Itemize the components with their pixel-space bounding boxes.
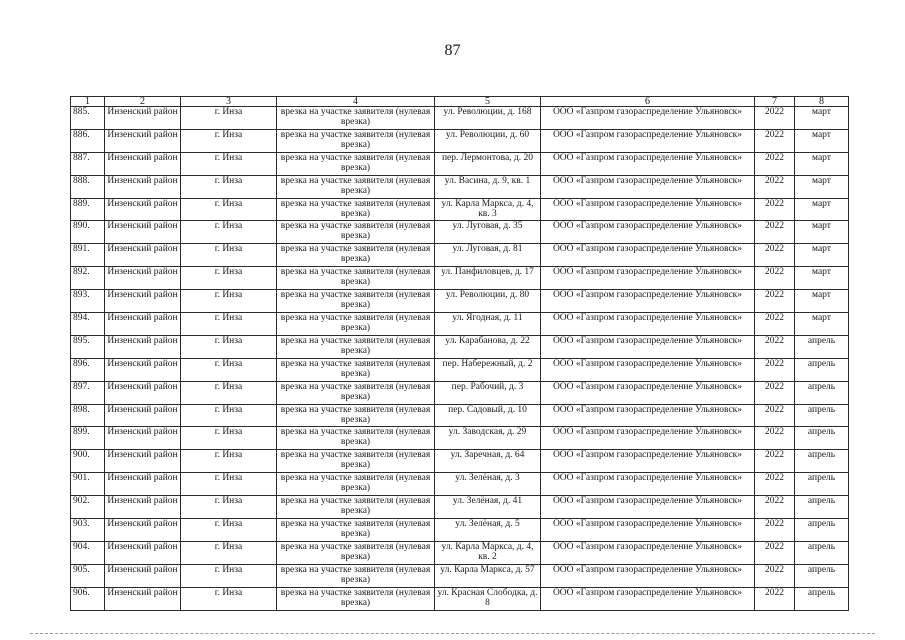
address-cell: ул. Луговая, д. 35	[435, 221, 541, 244]
table-row	[71, 427, 849, 450]
column-header-5: 5	[435, 97, 541, 107]
district-cell: Инзенский район	[105, 541, 181, 564]
table-row	[71, 564, 849, 587]
address-cell: пер. Лермонтова, д. 20	[435, 152, 541, 175]
work-type-cell: врезка на участке заявителя (нулевая врезка)	[277, 267, 435, 290]
address-cell: ул. Красная Слободка, д. 8	[435, 587, 541, 610]
year-cell: 2022	[755, 564, 795, 587]
district-cell: Инзенский район	[105, 473, 181, 496]
work-type-cell: врезка на участке заявителя (нулевая врезка)	[277, 496, 435, 519]
row-number: 905.	[71, 564, 105, 587]
row-number: 906.	[71, 587, 105, 610]
row-number: 897.	[71, 381, 105, 404]
address-cell: ул. Панфиловцев, д. 17	[435, 267, 541, 290]
year-cell: 2022	[755, 129, 795, 152]
table-row	[71, 175, 849, 198]
organization-cell: ООО «Газпром газораспределение Ульяновск»	[541, 267, 755, 290]
address-cell: ул. Ягодная, д. 11	[435, 313, 541, 336]
organization-cell: ООО «Газпром газораспределение Ульяновск»	[541, 381, 755, 404]
work-type-cell: врезка на участке заявителя (нулевая врезка)	[277, 564, 435, 587]
address-cell: ул. Карабанова, д. 22	[435, 335, 541, 358]
table-row	[71, 519, 849, 542]
year-cell: 2022	[755, 335, 795, 358]
address-cell: ул. Зелёная, д. 3	[435, 473, 541, 496]
row-number: 892.	[71, 267, 105, 290]
city-cell: г. Инза	[181, 381, 277, 404]
city-cell: г. Инза	[181, 313, 277, 336]
month-cell: март	[795, 175, 849, 198]
month-cell: март	[795, 313, 849, 336]
table-row	[71, 496, 849, 519]
organization-cell: ООО «Газпром газораспределение Ульяновск»	[541, 358, 755, 381]
year-cell: 2022	[755, 427, 795, 450]
table-row	[71, 313, 849, 336]
row-number: 894.	[71, 313, 105, 336]
row-number: 899.	[71, 427, 105, 450]
row-number: 891.	[71, 244, 105, 267]
row-number: 901.	[71, 473, 105, 496]
organization-cell: ООО «Газпром газораспределение Ульяновск»	[541, 129, 755, 152]
district-cell: Инзенский район	[105, 221, 181, 244]
year-cell: 2022	[755, 587, 795, 610]
work-type-cell: врезка на участке заявителя (нулевая врезка)	[277, 107, 435, 130]
city-cell: г. Инза	[181, 244, 277, 267]
year-cell: 2022	[755, 290, 795, 313]
organization-cell: ООО «Газпром газораспределение Ульяновск»	[541, 496, 755, 519]
row-number: 896.	[71, 358, 105, 381]
header-row	[71, 97, 849, 107]
year-cell: 2022	[755, 473, 795, 496]
month-cell: апрель	[795, 496, 849, 519]
address-cell: ул. Зелёная, д. 5	[435, 519, 541, 542]
district-cell: Инзенский район	[105, 358, 181, 381]
city-cell: г. Инза	[181, 358, 277, 381]
organization-cell: ООО «Газпром газораспределение Ульяновск»	[541, 450, 755, 473]
work-type-cell: врезка на участке заявителя (нулевая врезка)	[277, 381, 435, 404]
address-cell: ул. Заречная, д. 64	[435, 450, 541, 473]
district-cell: Инзенский район	[105, 107, 181, 130]
address-cell: ул. Зелёная, д. 41	[435, 496, 541, 519]
address-cell: ул. Революции, д. 60	[435, 129, 541, 152]
work-type-cell: врезка на участке заявителя (нулевая врезка)	[277, 358, 435, 381]
month-cell: апрель	[795, 587, 849, 610]
organization-cell: ООО «Газпром газораспределение Ульяновск»	[541, 290, 755, 313]
organization-cell: ООО «Газпром газораспределение Ульяновск»	[541, 427, 755, 450]
column-header-1: 1	[71, 97, 105, 107]
month-cell: апрель	[795, 473, 849, 496]
month-cell: апрель	[795, 358, 849, 381]
table-row	[71, 450, 849, 473]
organization-cell: ООО «Газпром газораспределение Ульяновск»	[541, 404, 755, 427]
table-row	[71, 244, 849, 267]
month-cell: апрель	[795, 519, 849, 542]
table-row	[71, 404, 849, 427]
organization-cell: ООО «Газпром газораспределение Ульяновск»	[541, 107, 755, 130]
city-cell: г. Инза	[181, 587, 277, 610]
district-cell: Инзенский район	[105, 267, 181, 290]
work-type-cell: врезка на участке заявителя (нулевая врезка)	[277, 427, 435, 450]
year-cell: 2022	[755, 381, 795, 404]
month-cell: март	[795, 129, 849, 152]
column-header-8: 8	[795, 97, 849, 107]
organization-cell: ООО «Газпром газораспределение Ульяновск»	[541, 175, 755, 198]
row-number: 904.	[71, 541, 105, 564]
organization-cell: ООО «Газпром газораспределение Ульяновск»	[541, 473, 755, 496]
year-cell: 2022	[755, 244, 795, 267]
address-cell: ул. Карла Маркса, д. 4, кв. 3	[435, 198, 541, 221]
year-cell: 2022	[755, 198, 795, 221]
work-type-cell: врезка на участке заявителя (нулевая врезка)	[277, 404, 435, 427]
row-number: 889.	[71, 198, 105, 221]
city-cell: г. Инза	[181, 450, 277, 473]
work-type-cell: врезка на участке заявителя (нулевая врезка)	[277, 152, 435, 175]
month-cell: апрель	[795, 404, 849, 427]
row-number: 885.	[71, 107, 105, 130]
district-cell: Инзенский район	[105, 381, 181, 404]
month-cell: март	[795, 267, 849, 290]
city-cell: г. Инза	[181, 198, 277, 221]
month-cell: март	[795, 107, 849, 130]
row-number: 895.	[71, 335, 105, 358]
work-type-cell: врезка на участке заявителя (нулевая врезка)	[277, 198, 435, 221]
address-cell: ул. Революции, д. 80	[435, 290, 541, 313]
district-cell: Инзенский район	[105, 564, 181, 587]
year-cell: 2022	[755, 450, 795, 473]
district-cell: Инзенский район	[105, 587, 181, 610]
organization-cell: ООО «Газпром газораспределение Ульяновск»	[541, 152, 755, 175]
table-row	[71, 335, 849, 358]
row-number: 900.	[71, 450, 105, 473]
city-cell: г. Инза	[181, 290, 277, 313]
column-header-7: 7	[755, 97, 795, 107]
row-number: 893.	[71, 290, 105, 313]
year-cell: 2022	[755, 358, 795, 381]
district-cell: Инзенский район	[105, 244, 181, 267]
organization-cell: ООО «Газпром газораспределение Ульяновск»	[541, 198, 755, 221]
city-cell: г. Инза	[181, 129, 277, 152]
table-row	[71, 358, 849, 381]
table-row	[71, 221, 849, 244]
work-type-cell: врезка на участке заявителя (нулевая врезка)	[277, 290, 435, 313]
year-cell: 2022	[755, 313, 795, 336]
table-row	[71, 473, 849, 496]
district-cell: Инзенский район	[105, 404, 181, 427]
organization-cell: ООО «Газпром газораспределение Ульяновск»	[541, 221, 755, 244]
city-cell: г. Инза	[181, 335, 277, 358]
district-cell: Инзенский район	[105, 335, 181, 358]
table-row	[71, 587, 849, 610]
table-row	[71, 381, 849, 404]
month-cell: апрель	[795, 564, 849, 587]
district-cell: Инзенский район	[105, 152, 181, 175]
year-cell: 2022	[755, 107, 795, 130]
year-cell: 2022	[755, 541, 795, 564]
city-cell: г. Инза	[181, 152, 277, 175]
address-cell: ул. Карла Маркса, д. 4, кв. 2	[435, 541, 541, 564]
address-cell: ул. Заводская, д. 29	[435, 427, 541, 450]
row-number: 898.	[71, 404, 105, 427]
year-cell: 2022	[755, 267, 795, 290]
organization-cell: ООО «Газпром газораспределение Ульяновск»	[541, 541, 755, 564]
city-cell: г. Инза	[181, 404, 277, 427]
month-cell: март	[795, 198, 849, 221]
district-cell: Инзенский район	[105, 519, 181, 542]
district-cell: Инзенский район	[105, 175, 181, 198]
work-type-cell: врезка на участке заявителя (нулевая врезка)	[277, 175, 435, 198]
month-cell: апрель	[795, 335, 849, 358]
organization-cell: ООО «Газпром газораспределение Ульяновск»	[541, 519, 755, 542]
address-cell: ул. Карла Маркса, д. 57	[435, 564, 541, 587]
work-type-cell: врезка на участке заявителя (нулевая врезка)	[277, 473, 435, 496]
address-cell: ул. Революции, д. 168	[435, 107, 541, 130]
district-cell: Инзенский район	[105, 496, 181, 519]
organization-cell: ООО «Газпром газораспределение Ульяновск»	[541, 244, 755, 267]
address-cell: ул. Васина, д. 9, кв. 1	[435, 175, 541, 198]
district-cell: Инзенский район	[105, 198, 181, 221]
city-cell: г. Инза	[181, 267, 277, 290]
address-cell: пер. Рабочий, д. 3	[435, 381, 541, 404]
table-row	[71, 152, 849, 175]
column-header-2: 2	[105, 97, 181, 107]
month-cell: март	[795, 290, 849, 313]
table-row	[71, 198, 849, 221]
month-cell: апрель	[795, 427, 849, 450]
table-header	[71, 97, 849, 107]
year-cell: 2022	[755, 496, 795, 519]
city-cell: г. Инза	[181, 473, 277, 496]
page-number: 87	[444, 42, 461, 59]
row-number: 887.	[71, 152, 105, 175]
year-cell: 2022	[755, 404, 795, 427]
address-cell: ул. Луговая, д. 81	[435, 244, 541, 267]
table-row	[71, 267, 849, 290]
district-cell: Инзенский район	[105, 450, 181, 473]
year-cell: 2022	[755, 519, 795, 542]
city-cell: г. Инза	[181, 107, 277, 130]
work-type-cell: врезка на участке заявителя (нулевая врезка)	[277, 519, 435, 542]
row-number: 902.	[71, 496, 105, 519]
district-cell: Инзенский район	[105, 427, 181, 450]
column-header-3: 3	[181, 97, 277, 107]
work-type-cell: врезка на участке заявителя (нулевая врезка)	[277, 221, 435, 244]
month-cell: март	[795, 244, 849, 267]
district-cell: Инзенский район	[105, 290, 181, 313]
table-row	[71, 290, 849, 313]
table-row	[71, 107, 849, 130]
month-cell: апрель	[795, 450, 849, 473]
row-number: 886.	[71, 129, 105, 152]
organization-cell: ООО «Газпром газораспределение Ульяновск»	[541, 564, 755, 587]
organization-cell: ООО «Газпром газораспределение Ульяновск»	[541, 335, 755, 358]
row-number: 903.	[71, 519, 105, 542]
city-cell: г. Инза	[181, 496, 277, 519]
column-header-6: 6	[541, 97, 755, 107]
footer-divider	[30, 633, 875, 634]
year-cell: 2022	[755, 221, 795, 244]
table-row	[71, 129, 849, 152]
work-type-cell: врезка на участке заявителя (нулевая врезка)	[277, 129, 435, 152]
organization-cell: ООО «Газпром газораспределение Ульяновск»	[541, 587, 755, 610]
registry-table	[70, 96, 849, 611]
year-cell: 2022	[755, 152, 795, 175]
district-cell: Инзенский район	[105, 313, 181, 336]
month-cell: март	[795, 221, 849, 244]
organization-cell: ООО «Газпром газораспределение Ульяновск»	[541, 313, 755, 336]
city-cell: г. Инза	[181, 564, 277, 587]
column-header-4: 4	[277, 97, 435, 107]
address-cell: пер. Набережный, д. 2	[435, 358, 541, 381]
work-type-cell: врезка на участке заявителя (нулевая врезка)	[277, 313, 435, 336]
city-cell: г. Инза	[181, 427, 277, 450]
city-cell: г. Инза	[181, 175, 277, 198]
city-cell: г. Инза	[181, 541, 277, 564]
month-cell: апрель	[795, 381, 849, 404]
table-row	[71, 541, 849, 564]
work-type-cell: врезка на участке заявителя (нулевая врезка)	[277, 335, 435, 358]
address-cell: пер. Садовый, д. 10	[435, 404, 541, 427]
table-body	[71, 107, 849, 611]
month-cell: март	[795, 152, 849, 175]
work-type-cell: врезка на участке заявителя (нулевая врезка)	[277, 541, 435, 564]
row-number: 890.	[71, 221, 105, 244]
district-cell: Инзенский район	[105, 129, 181, 152]
month-cell: апрель	[795, 541, 849, 564]
row-number: 888.	[71, 175, 105, 198]
city-cell: г. Инза	[181, 519, 277, 542]
city-cell: г. Инза	[181, 221, 277, 244]
work-type-cell: врезка на участке заявителя (нулевая врезка)	[277, 450, 435, 473]
work-type-cell: врезка на участке заявителя (нулевая врезка)	[277, 587, 435, 610]
year-cell: 2022	[755, 175, 795, 198]
work-type-cell: врезка на участке заявителя (нулевая врезка)	[277, 244, 435, 267]
